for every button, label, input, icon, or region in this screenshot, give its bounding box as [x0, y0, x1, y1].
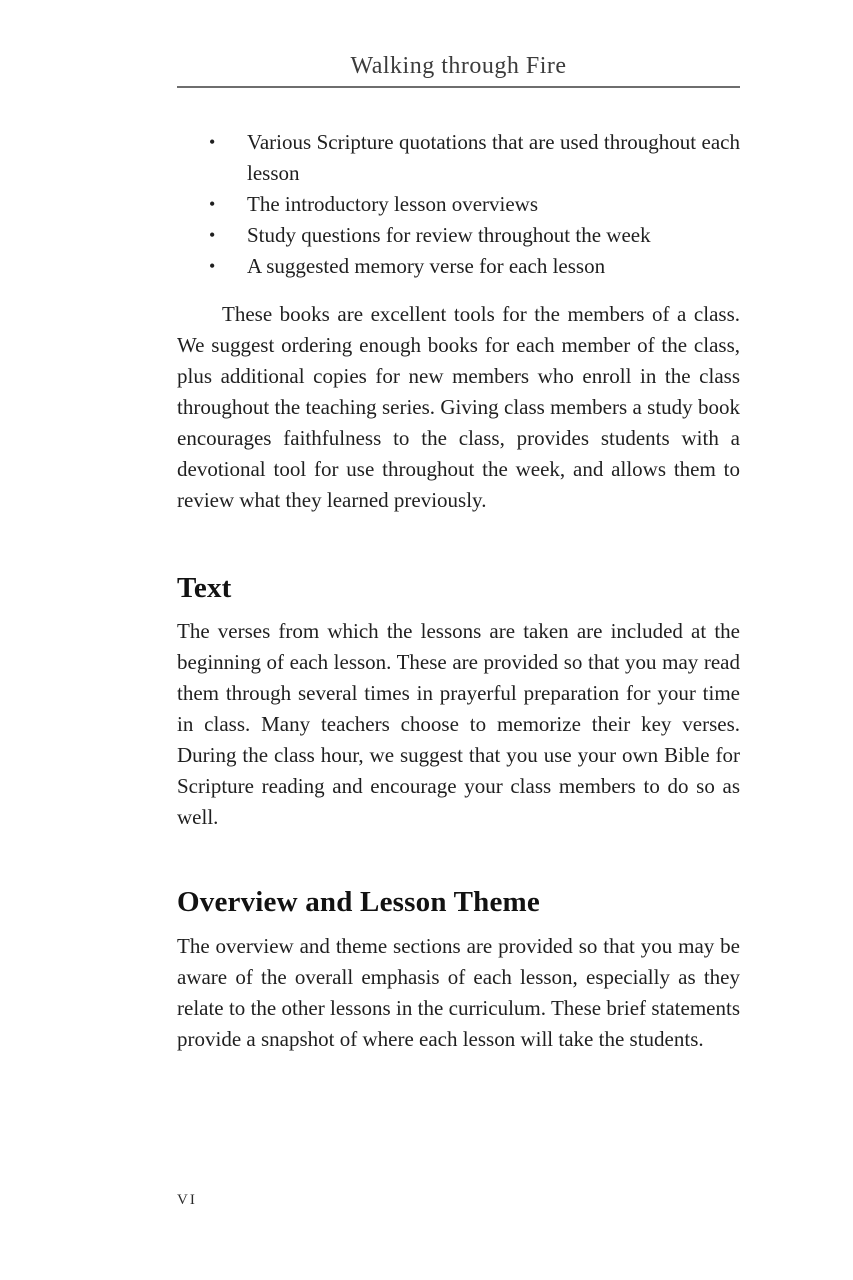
page-number: VI [177, 1192, 197, 1208]
list-item [177, 127, 740, 189]
list-item-text: Various Scripture quotations that are used throughout each lesson [247, 130, 740, 185]
bullet-list [177, 127, 740, 282]
list-item [177, 251, 740, 282]
list-item-text: The introductory lesson overviews [247, 192, 539, 216]
list-item-text: Study questions for review throughout the week [247, 223, 651, 247]
header-rule [177, 86, 740, 88]
bullet-icon: • [209, 132, 216, 152]
book-page [177, 0, 740, 1055]
running-header-title: Walking through Fire [350, 53, 567, 79]
list-item-text: A suggested memory verse for each lesson [247, 254, 606, 278]
bullet-icon: • [209, 225, 216, 245]
section-paragraph-text: The verses from which the lessons are taken are included at the beginning of each lesson. These are provided so that you may read them through several times in prayerful preparation for your time in class. Many teachers choose to memorize their key verses. During the class hour, we suggest that you use your own Bible for Scripture reading and encourage your class members to do so as well. [177, 619, 740, 829]
intro-paragraph: These books are excellent tools for the members of a class. We suggest ordering enough books for each member of the class, plus additional copies for new members who enroll in the class throughout the teaching series. Giving class members a study book encourages faithfulness to the class, provides students with a devotional tool for use throughout the week, and allows them to review what they learned previously. [177, 302, 740, 512]
list-item [177, 189, 740, 220]
section-paragraph-overview: The overview and theme sections are provided so that you may be aware of the overall emphasis of each lesson, especially as they relate to the other lessons in the curriculum. These brief statements provide a snapshot of where each lesson will take the students. [177, 934, 740, 1051]
section-heading-overview: Overview and Lesson Theme [177, 886, 540, 918]
list-item [177, 220, 740, 251]
bullet-icon: • [209, 194, 216, 214]
section-heading-text: Text [177, 572, 232, 604]
bullet-icon: • [209, 256, 216, 276]
